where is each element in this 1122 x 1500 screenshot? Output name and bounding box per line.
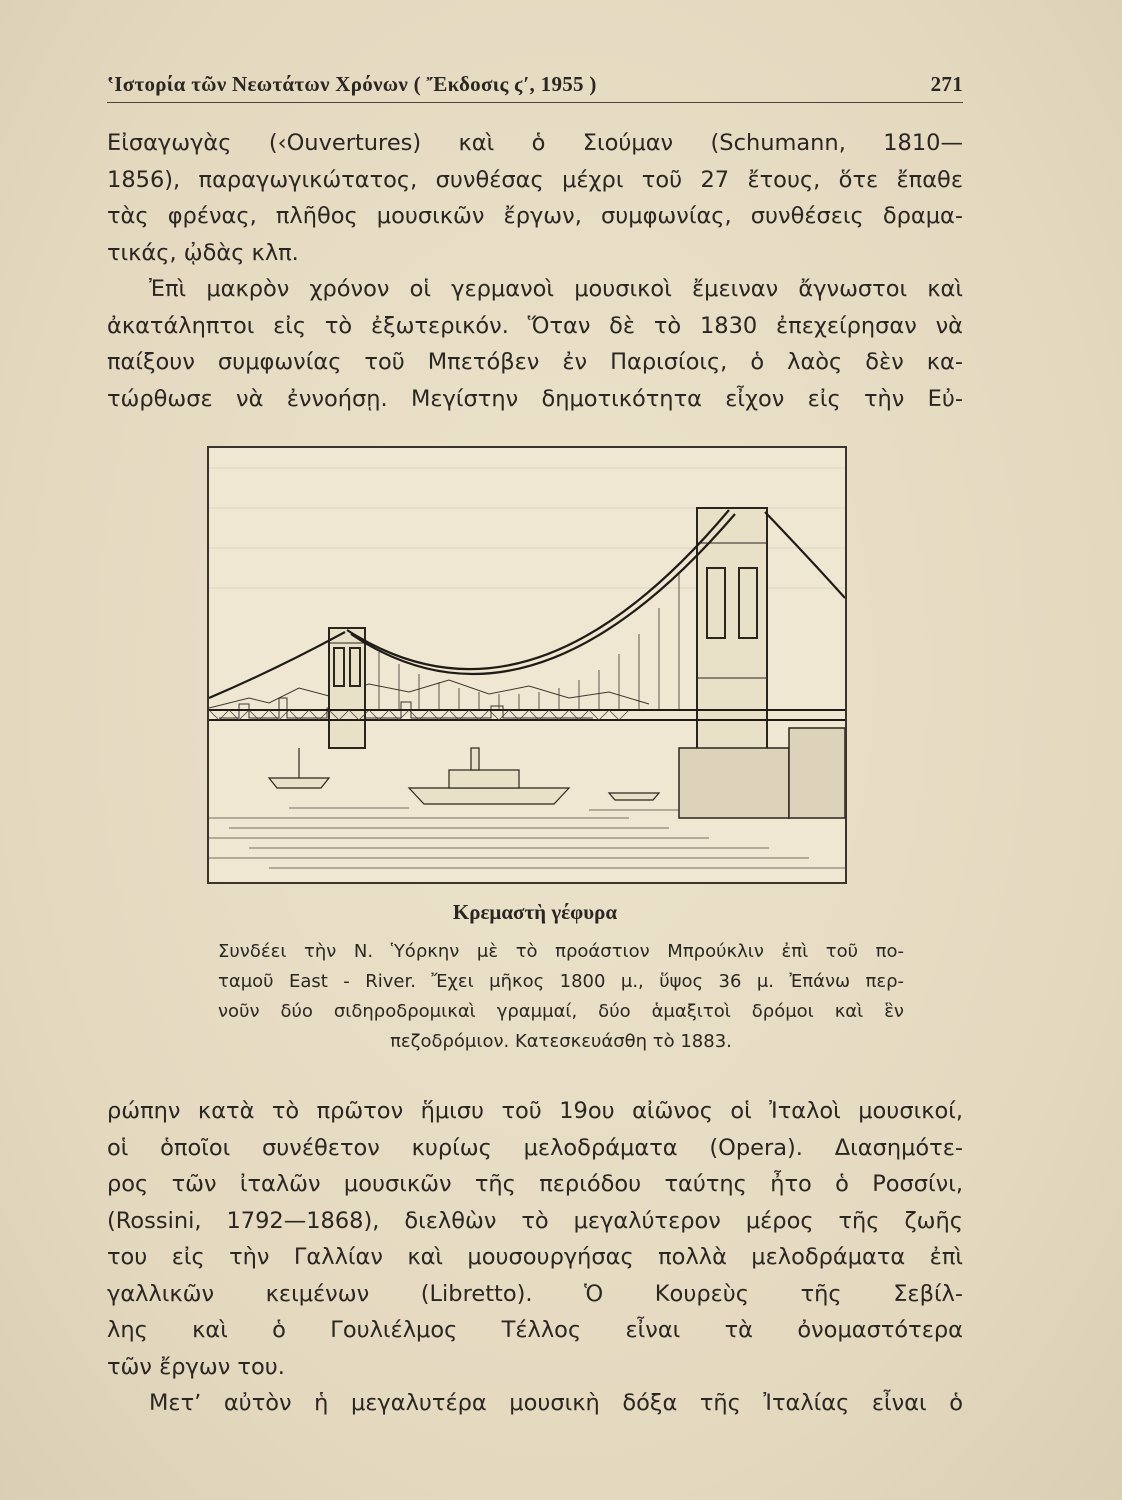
running-head-title: ʽΙστορία τῶν Νεωτάτων Χρόνων ( Ἔκδοσις ϛʹ, 1955 ) (107, 72, 597, 96)
text-line: ρος τῶν ἰταλῶν μουσικῶν τῆς περιόδου ταύτης ἦτο ὁ Ροσσίνι, (107, 1171, 963, 1197)
text-line: τώρθωσε νὰ ἐννοήσῃ. Μεγίστην δημοτικότητα εἶχον εἰς τὴν Εὐ- (107, 385, 963, 412)
text-line: 1856), παραγωγικώτατος, συνθέσας μέχρι τοῦ 27 ἔτους, ὅτε ἔπαθε (107, 166, 963, 193)
body-text-top (107, 125, 963, 417)
text-line: (Rossini, 1792—1868), διελθὼν τὸ μεγαλύτερον μέρος τῆς ζωῆς (107, 1207, 963, 1234)
bridge-illustration (207, 446, 847, 884)
figure-caption (218, 937, 904, 1057)
text-line: γαλλικῶν κειμένων (Libretto). Ὁ Κουρεὺς τῆς Σεβίλ- (107, 1280, 963, 1307)
text-line: ἀκατάληπτοι εἰς τὸ ἐξωτερικόν. Ὅταν δὲ τὸ 1830 ἐπεχείρησαν νὰ (107, 312, 963, 339)
text-line: του εἰς τὴν Γαλλίαν καὶ μουσουργήσας πολλὰ μελοδράματα ἐπὶ (107, 1244, 963, 1270)
text-line: οἱ ὁποῖοι συνέθετον κυρίως μελοδράματα (Opera). Διασημότε- (107, 1134, 963, 1161)
suspension-bridge-drawing (209, 448, 845, 882)
text-line: τὰς φρένας, πλῆθος μουσικῶν ἔργων, συμφωνίας, συνθέσεις δραμα- (107, 203, 963, 229)
caption-line: νοῦν δύο σιδηροδρομικαὶ γραμμαί, δύο ἁμαξιτοὶ δρόμοι καὶ ἓν (218, 1001, 904, 1022)
running-head (107, 68, 963, 103)
text-line: Ἐπὶ μακρὸν χρόνον οἱ γερμανοὶ μουσικοὶ ἔμειναν ἄγνωστοι καὶ (149, 276, 963, 302)
text-line: ρώπην κατὰ τὸ πρῶτον ἥμισυ τοῦ 19ου αἰῶνος οἱ Ἰταλοὶ μουσικοί, (107, 1098, 963, 1124)
text-line: Μετʼ αὐτὸν ἡ μεγαλυτέρα μουσικὴ δόξα τῆς Ἰταλίας εἶναι ὁ (149, 1390, 963, 1416)
text-line: λης καὶ ὁ Γουλιέλμος Τέλλος εἶναι τὰ ὀνομαστότερα (107, 1317, 963, 1343)
text-line: παίξουν συμφωνίας τοῦ Μπετόβεν ἐν Παρισίοις, ὁ λαὸς δὲν κα- (107, 349, 963, 375)
caption-line: ταμοῦ East - River. Ἔχει μῆκος 1800 μ., ὕψος 36 μ. Ἐπάνω περ- (218, 971, 904, 992)
figure-title: Κρεμαστὴ γέφυρα (452, 900, 618, 924)
caption-line: Συνδέει τὴν Ν. Ὑόρκην μὲ τὸ προάστιον Μπρούκλιν ἐπὶ τοῦ πο- (218, 941, 904, 962)
body-text-bottom (107, 1093, 963, 1422)
text-line: τῶν ἔργων του. (107, 1353, 285, 1380)
caption-line: πεζοδρόμιον. Κατεσκευάσθη τὸ 1883. (390, 1031, 732, 1052)
text-line: Εἰσαγωγὰς (‹Ouvertures) καὶ ὁ Σιούμαν (Schumann, 1810— (107, 130, 963, 156)
page-number: 271 (930, 72, 963, 96)
text-line: τικάς, ᾠδὰς κλπ. (107, 239, 299, 266)
